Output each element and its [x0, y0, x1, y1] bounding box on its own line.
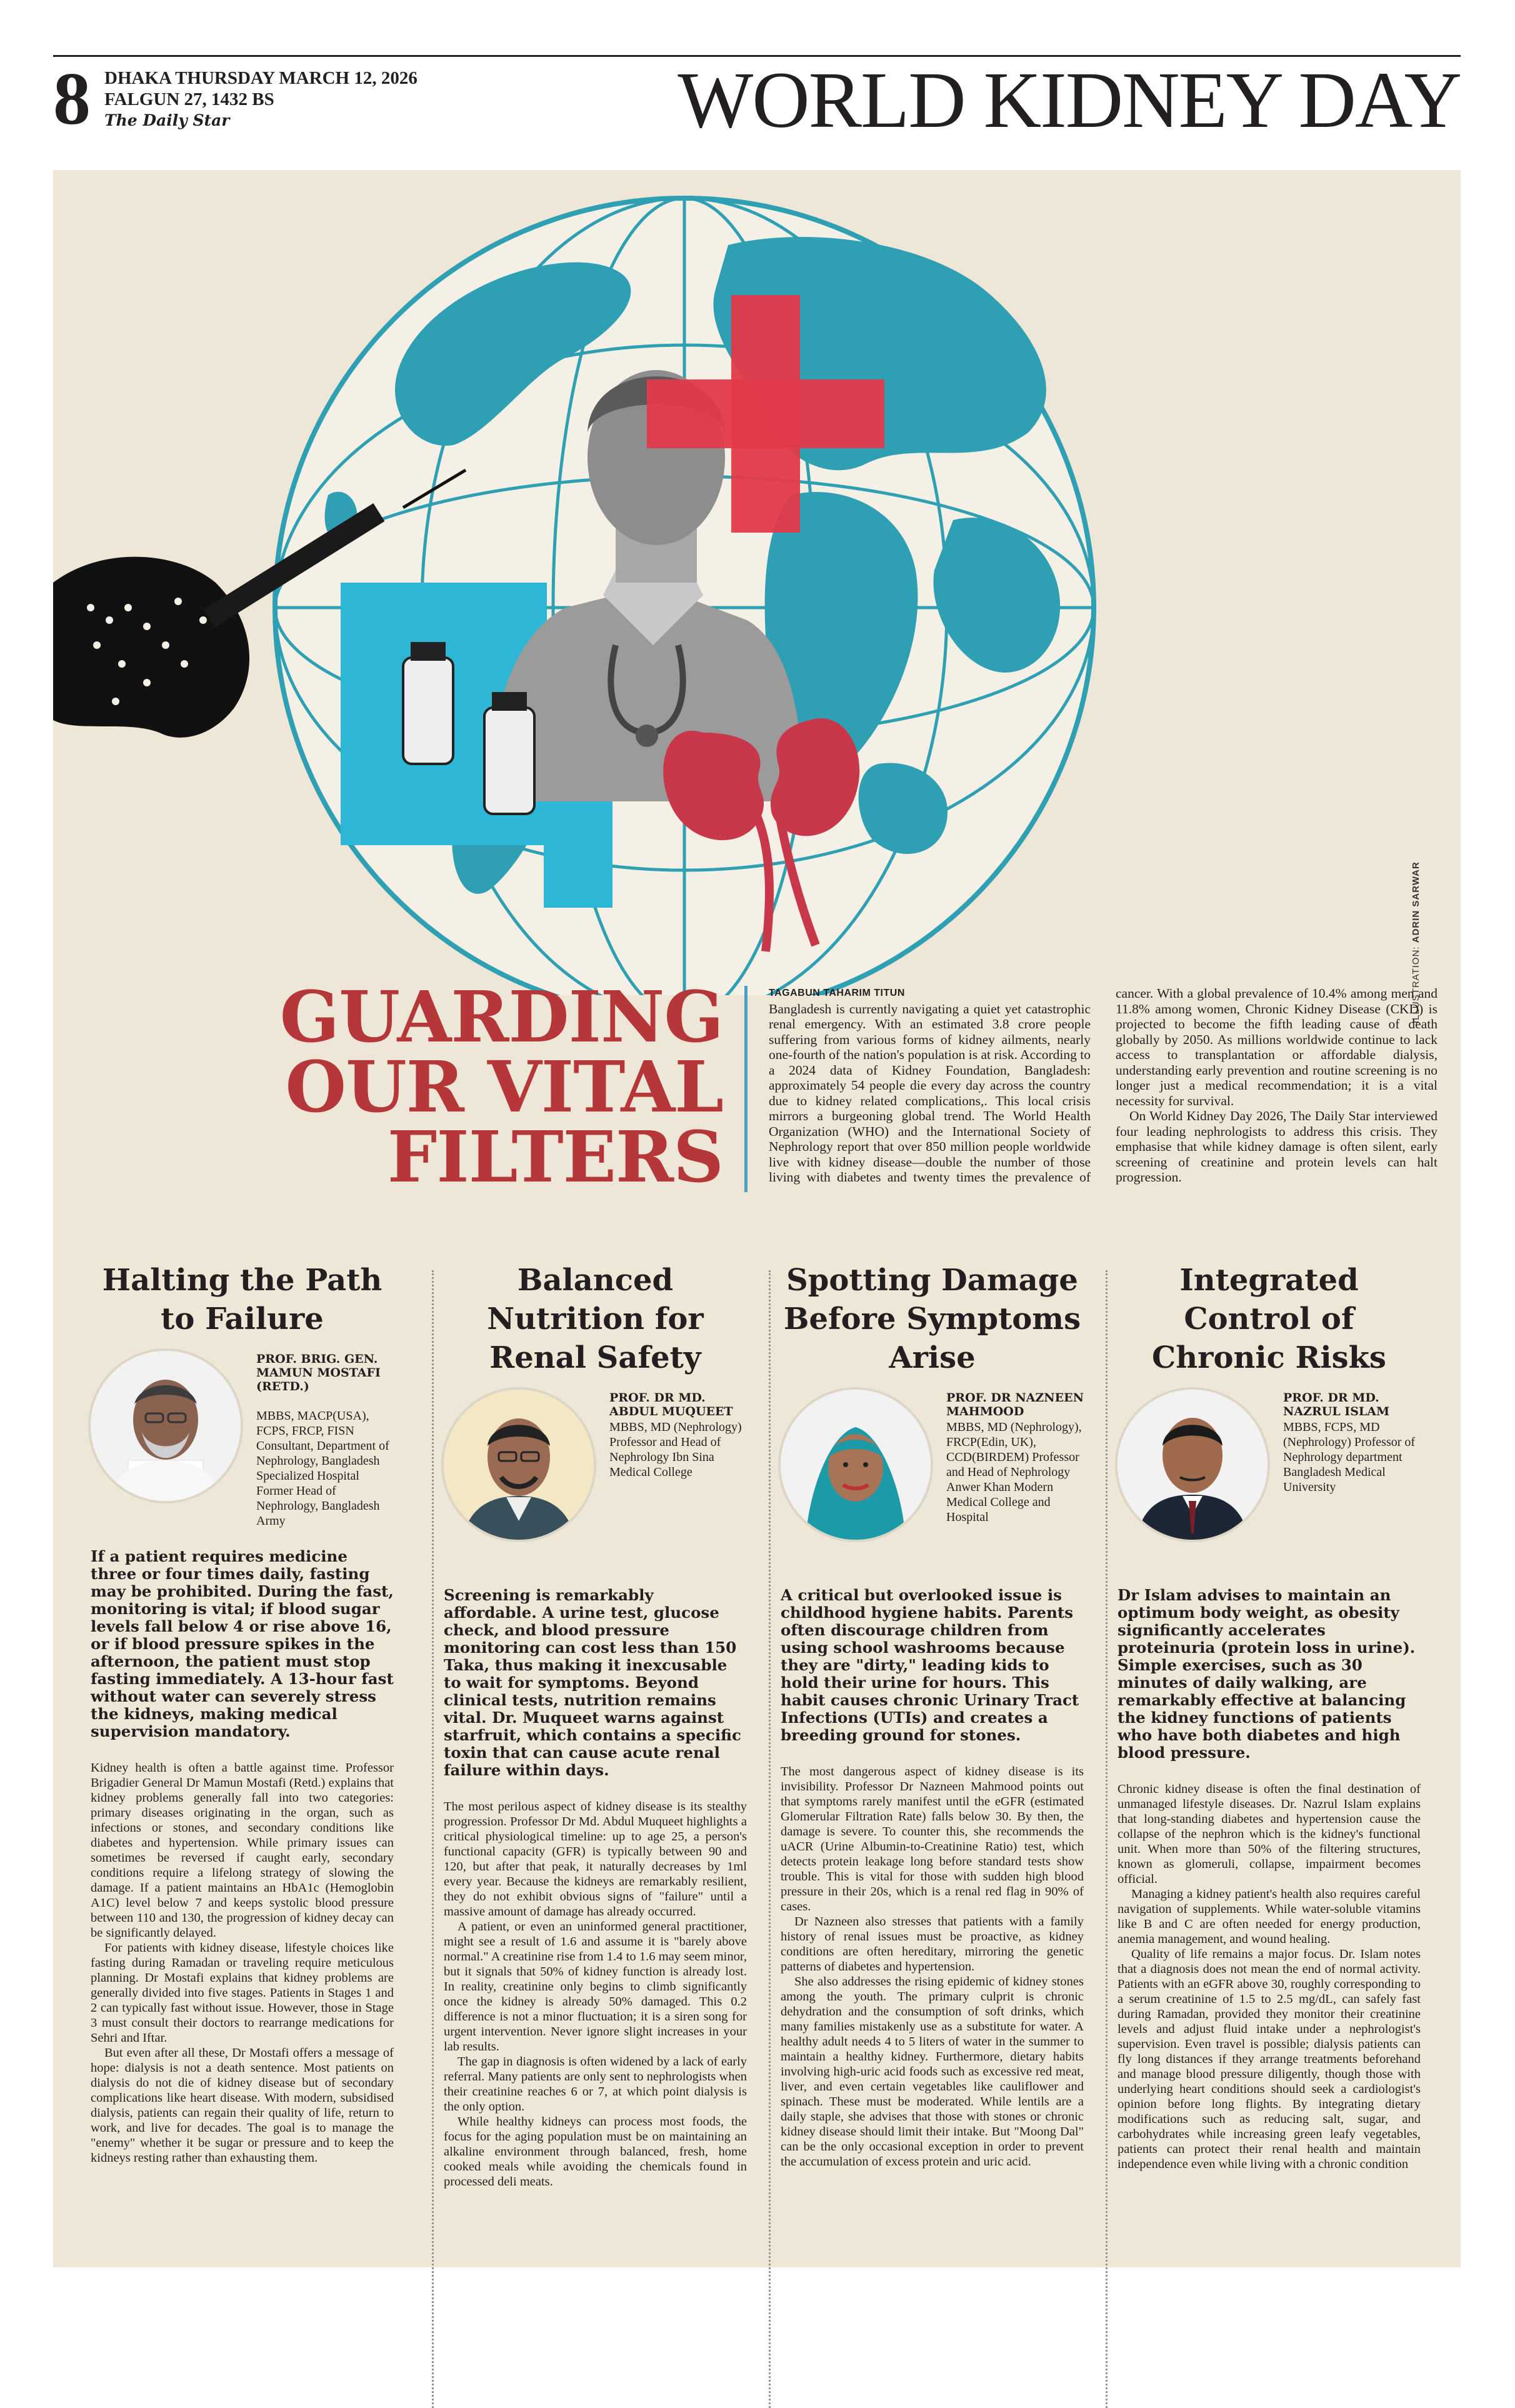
column-body [91, 1760, 394, 2165]
pull-quote: Dr Islam advises to maintain an optimum body weight, as obesity significantly accelerates proteinuria (protein loss in urine). Simple exercises, such as 30 minutes of daily walking, are remarkably effective at balancing the kidney functions of patients who have both diabetes and high blood pressure. [1118, 1586, 1416, 1762]
body-paragraph: Chronic kidney disease is often the final destination of unmanaged lifestyle diseases. Dr. Nazrul Islam explains that long-standing diabetes and hypertension cause the collapse of the nephron which is the kidney's functional unit. When more than 50% of the filtering structures, known as glomeruli, collapse, impairment becomes official. [1118, 1782, 1421, 1886]
expert-profile [781, 1390, 1084, 1587]
body-paragraph: For patients with kidney disease, lifestyle choices like fasting during Ramadan or traveling require meticulous planning. Dr Mostafi explains that kidney problems are generally divided into five stages. Patients in Stages 1 and 2 can typically fast without issue. However, those in Stage 3 must consult their doctors to rearrange medications for Sehri and Iftar. [91, 1941, 394, 2045]
expert-credentials: MBBS, MD (Nephrology), FRCP(Edin, UK), CCD(BIRDEM) Professor and Head of Nephrology Anwer Khan Modern Medical College and Hospital [946, 1420, 1082, 1524]
body-paragraph: Managing a kidney patient's health also requires careful navigation of supplements. While water-soluble vitamins like B and C are often needed for energy production, anemia management, and wound healing. [1118, 1887, 1421, 1946]
pull-quote: Screening is remarkably affordable. A urine test, glucose check, and blood pressure monitoring can cost less than 150 Taka, thus making it inexcusable to wait for symptoms. Beyond clinical tests, nutrition remains vital. Dr. Muqueet warns against starfruit, which contains a specific toxin that can cause acute renal failure within days. [444, 1586, 741, 1779]
avatar [444, 1390, 594, 1540]
expert-column-2 [444, 1261, 747, 2189]
pull-quote: If a patient requires medicine three or four times daily, fasting may be prohibited. During the fast, monitoring is vital; if blood sugar levels fall below 4 or rise above 16, or if blood pressure spikes in the afternoon, the patient must stop fasting immediately. A 13-hour fast without water can severely stress the kidneys, making medical supervision mandatory. [91, 1547, 394, 1740]
illustration [53, 170, 1461, 995]
expert-credentials: MBBS, FCPS, MD (Nephrology) Professor of Nephrology department Bangladesh Medical University [1283, 1420, 1416, 1494]
bangla-date: FALGUN 27, 1432 BS [104, 89, 274, 109]
column-heading: Spotting Damage Before Symptoms Arise [783, 1263, 1081, 1375]
column-body [1118, 1782, 1421, 2172]
expert-column-4 [1118, 1261, 1421, 2172]
expert-column-3 [781, 1261, 1084, 2169]
column-body [781, 1764, 1084, 2169]
body-paragraph: Kidney health is often a battle against time. Professor Brigadier General Dr Mamun Mostafi (Retd.) explains that kidney problems generally fall into two categories: primary diseases originating in the organ, such as infections or stones, and secondary conditions like diabetes and hypertension. While primary issues can sometimes be reversed if caught early, secondary conditions require a lifelong strategy of slowing the damage. If a patient maintains an HbA1c (Hemoglobin A1C) level below 7 and keeps systolic blood pressure between 110 and 130, the progression of kidney decay can be significantly delayed. [91, 1761, 394, 1940]
expert-name: PROF. DR NAZNEEN MAHMOOD [946, 1391, 1084, 1418]
expert-name: PROF. BRIG. GEN. MAMUN MOSTAFI (RETD.) [256, 1352, 381, 1393]
intro-paragraph: On World Kidney Day 2026, The Daily Star interviewed four leading nephrologists to address this crisis. They emphasise that while kidney damage is often silent, early screening of creatinine and protein levels can halt progression. [1116, 1108, 1438, 1185]
intro-paragraph: Bangladesh is currently navigating a quiet yet catastrophic renal emergency. With an estimated 3.8 crore people suffering from various forms of kidney ailments, nearly one-fourth of the nation's population is at risk. According to a 2024 data of Kidney Foundation, Bangladesh: approximately 54 people die every day across the country due to kidney related complications,. This local crisis mirrors a burgeoning global trend. The World Health Organization (WHO) and the International Society of Nephrology report that over 850 million people worldwide live with kidney disease—double the number of those living with diabetes and twenty times the prevalence of cancer. With a global prevalence of 10.4% among men and 11.8% among women, Chronic Kidney Disease (CKD) is projected to become the fifth leading cause of death globally by 2050. As millions worldwide continue to lack access to transplantation or affordable dialysis, understanding early prevention and routine screening is no longer just a medical recommendation; it is a vital necessity for survival. [769, 986, 1438, 1185]
body-paragraph: Quality of life remains a major focus. Dr. Islam notes that a diagnosis does not mean the end of normal activity. Patients with an eGFR above 30, roughly corresponding to a serum creatinine of 1.5 to 2.5 mg/dL, can safely fast during Ramadan, provided they monitor their creatinine levels and adjust fluid intake under a nephrologist's supervision. Even travel is possible; dialysis patients can fly long distances if they arrange treatments beforehand and manage blood pressure diligently, though those with underlying heart conditions should seek a cardiologist's opinion before long flights. By integrating dietary modifications such as reducing salt, sugar, and carbohydrates while increasing green leafy vegetables, patients can protect their renal health and maintain independence even while living with a chronic condition [1118, 1947, 1421, 2171]
column-divider [432, 1270, 434, 2408]
headline-line: FILTERS [387, 1116, 723, 1198]
feature-headline [216, 976, 723, 1198]
expert-credentials: MBBS, MD (Nephrology) Professor and Head of Nephrology Ibn Sina Medical College [609, 1420, 742, 1479]
avatar [1118, 1390, 1268, 1540]
credit-label: ILLUSTRATION: [1411, 943, 1421, 1023]
body-paragraph: The most dangerous aspect of kidney disease is its invisibility. Professor Dr Nazneen Mahmood points out that symptoms rarely manifest until the eGFR (estimated Glomerular Filtration Rate) falls below 30. By then, the damage is severe. To counter this, she recommends the uACR (Urine Albumin-to-Creatinine Ratio) test, which detects protein leakage long before standard tests show trouble. This is vital for those with sudden high blood pressure in their 20s, which is a renal red flag in 90% of cases. [781, 1765, 1084, 1914]
body-paragraph: A patient, or even an uninformed general practitioner, might see a result of 1.6 and assume it is "barely above normal." A creatinine rise from 1.4 to 1.6 may seem minor, but it signals that 50% of kidney function is already lost. In reality, creatinine only begins to climb significantly once the kidney is already 50% damaged. This 0.2 difference is not a minor fluctuation; it is a siren song for urgent intervention. Never ignore slight increases in your lab results. [444, 1920, 747, 2054]
body-paragraph: But even after all these, Dr Mostafi offers a message of hope: dialysis is not a death sentence. Most patients on dialysis do not die of kidney disease but of secondary complications like heart disease. With modern, subsidised dialysis, patients can regain their quality of life, return to work, and live for decades. The goal is to manage the "enemy" whether it be sugar or pressure and to keep the kidneys resting rather than exhausting them. [91, 2046, 394, 2165]
body-paragraph: Dr Nazneen also stresses that patients with a family history of renal issues must be proactive, as kidney conditions are often hereditary, mirroring the genetic patterns of diabetes and hypertension. [781, 1915, 1084, 1974]
headline-line: GUARDING [279, 976, 723, 1058]
feature-panel [53, 170, 1461, 2267]
expert-credentials: MBBS, MACP(USA), FCPS, FRCP, FISN Consultant, Department of Nephrology, Bangladesh Specialized Hospital Former Head of Nephrology, Bangladesh Army [256, 1409, 389, 1528]
body-paragraph: The most perilous aspect of kidney disease is its stealthy progression. Professor Dr Md. Abdul Muqueet highlights a critical physiological timeline: up to age 25, a person's functional capacity (GFR) is typically between 90 and 120, but after that peak, it naturally decreases by 1ml every year. Because the kidneys are remarkably resilient, they do not exhibit obvious signs of "failure" until a massive amount of damage has already occurred. [444, 1800, 747, 1919]
avatar [781, 1390, 931, 1540]
credit-name: ADRIN SARWAR [1411, 861, 1421, 943]
expert-name: PROF. DR MD. ABDUL MUQUEET [609, 1391, 733, 1418]
headline-line: OUR VITAL [285, 1046, 723, 1128]
headline-divider [744, 986, 748, 1192]
expert-name: PROF. DR MD. NAZRUL ISLAM [1283, 1391, 1390, 1418]
body-paragraph: The gap in diagnosis is often widened by a lack of early referral. Many patients are only sent to nephrologists when their creatinine reaches 6 or 7, at which point dialysis is the only option. [444, 2055, 747, 2114]
expert-profile [91, 1351, 394, 1548]
body-paragraph: She also addresses the rising epidemic of kidney stones among the youth. The primary culprit is chronic dehydration and the consumption of soft drinks, which many families mistakenly use as a substitute for water. A healthy adult needs 4 to 5 liters of water in the summer to maintain a healthy kidney. Furthermore, dietary habits involving high-uric acid foods such as excessive red meat, liver, and even certain vegetables like cauliflower and spinach. These must be moderated. While lentils are a daily staple, she advises that those with stones or chronic kidney disease should limit their intake. But "Moong Dal" can be the only occasional exception in order to prevent the accumulation of excess protein and uric acid. [781, 1975, 1084, 2169]
avatar [91, 1351, 241, 1501]
dateline: DHAKA THURSDAY MARCH 12, 2026 [104, 68, 418, 88]
expert-column-1 [91, 1261, 394, 2165]
column-heading: Halting the Path to Failure [102, 1263, 382, 1337]
body-paragraph: While healthy kidneys can process most foods, the focus for the aging population must be on maintaining an alkaline environment through balanced, fresh, home cooked meals while avoiding the chemicals found in processed deli meats. [444, 2115, 747, 2189]
column-body [444, 1799, 747, 2189]
pull-quote: A critical but overlooked issue is childhood hygiene habits. Parents often discourage children from using school washrooms because they are "dirty," leading kids to hold their urine for hours. This habit causes chronic Urinary Tract Infections (UTIs) and creates a breeding ground for stones. [781, 1586, 1079, 1744]
column-divider [769, 1270, 771, 2408]
column-divider [1106, 1270, 1108, 2408]
paper-logo: The Daily Star [104, 111, 230, 129]
masthead [53, 55, 1461, 155]
column-heading: Balanced Nutrition for Renal Safety [487, 1263, 704, 1375]
page-number: 8 [53, 57, 91, 140]
section-title: WORLD KIDNEY DAY [678, 56, 1461, 144]
column-heading: Integrated Control of Chronic Risks [1152, 1263, 1386, 1375]
dateline-block [104, 68, 418, 131]
expert-profile [1118, 1390, 1421, 1587]
intro-text [769, 986, 1438, 1185]
expert-profile [444, 1390, 747, 1587]
byline: TAGABUN TAHARIM TITUN [769, 988, 905, 998]
